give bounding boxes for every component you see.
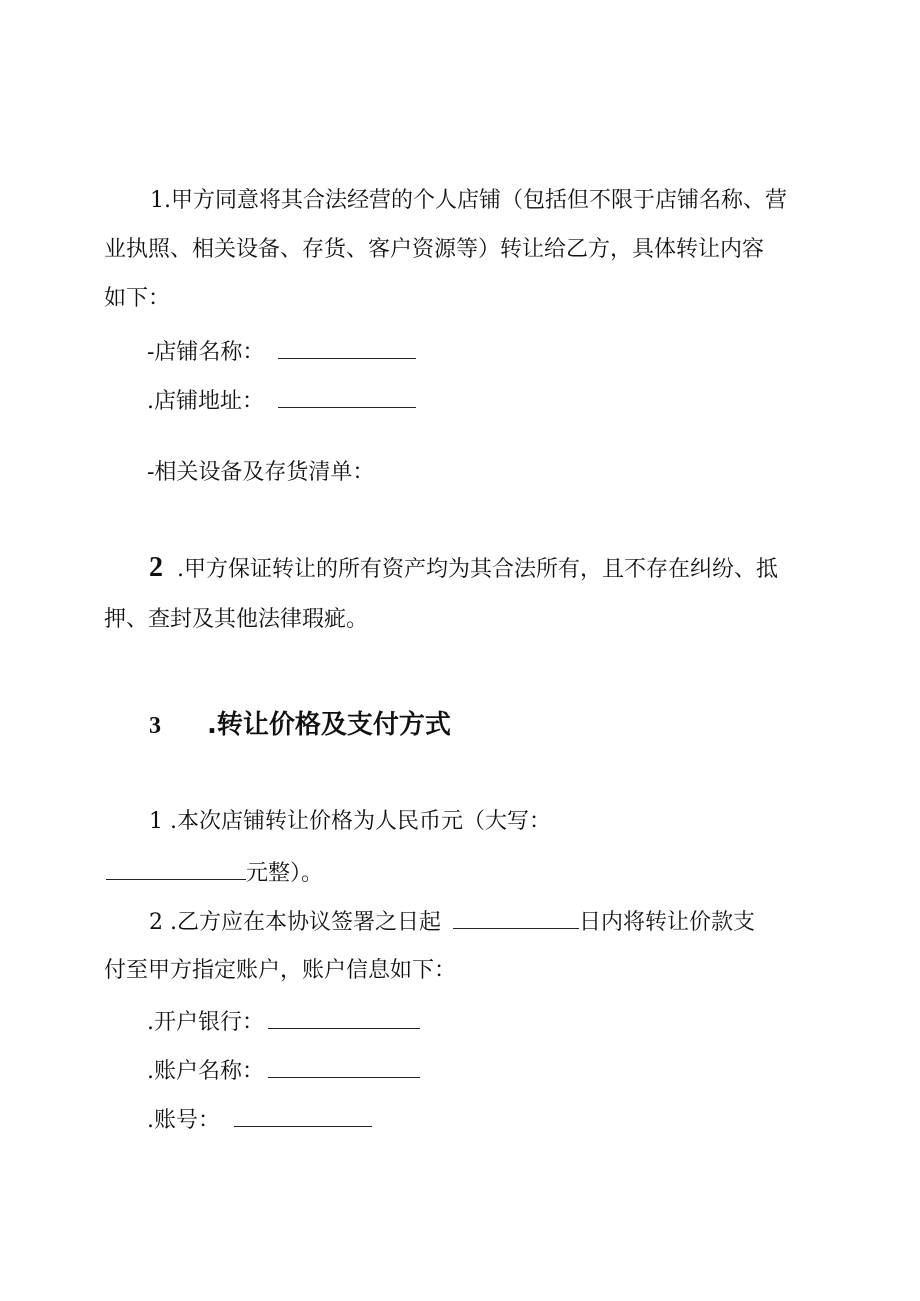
account-name-blank[interactable] [268, 1055, 420, 1078]
account-number-label: .账号： [147, 1108, 220, 1133]
section3-heading [149, 710, 451, 742]
section3-title: .转让价格及支付方式 [207, 710, 451, 740]
bank-label: .开户银行： [147, 1010, 264, 1035]
price-line2-suffix: 元整）。 [246, 861, 324, 886]
bank-blank[interactable] [268, 1006, 420, 1029]
price-line1: 1 .本次店铺转让价格为人民币元（大写： [149, 809, 551, 834]
account-name-label: .账户名称： [147, 1059, 264, 1084]
clause1-line3: 如下： [104, 286, 171, 311]
shop-name-row [147, 336, 416, 368]
payment-line1-prefix: 2 .乙方应在本协议签署之日起 [149, 910, 441, 935]
clause2-line1-row [149, 553, 778, 585]
shop-address-row [147, 385, 416, 417]
bank-row [147, 1006, 420, 1038]
clause1-line2: 业执照、相关设备、存货、客户资源等）转让给乙方，具体转让内容 [104, 237, 765, 262]
clause2-number: 2 [149, 552, 163, 583]
equipment-label: -相关设备及存货清单： [147, 460, 375, 485]
clause1-line1: 1.甲方同意将其合法经营的个人店铺（包括但不限于店铺名称、营 [150, 188, 787, 213]
payment-line1-row [149, 906, 755, 938]
price-amount-blank[interactable] [106, 857, 246, 880]
shop-address-blank[interactable] [278, 385, 416, 408]
section3-number: 3 [149, 713, 161, 739]
payment-line1-suffix: 日内将转让价款支 [578, 910, 755, 935]
clause2-line1: .甲方保证转让的所有资产均为其合法所有，且不存在纠纷、抵 [177, 557, 778, 582]
price-line2-row [106, 857, 323, 889]
account-name-row [147, 1055, 420, 1087]
account-number-row [147, 1104, 372, 1136]
payment-line2: 付至甲方指定账户，账户信息如下： [104, 958, 457, 983]
clause2-line2: 押、查封及其他法律瑕疵。 [104, 607, 369, 632]
shop-address-label: .店铺地址： [147, 389, 264, 414]
account-number-blank[interactable] [234, 1104, 372, 1127]
payment-days-blank[interactable] [453, 906, 579, 929]
shop-name-label: -店铺名称： [147, 340, 265, 365]
shop-name-blank[interactable] [278, 336, 416, 359]
